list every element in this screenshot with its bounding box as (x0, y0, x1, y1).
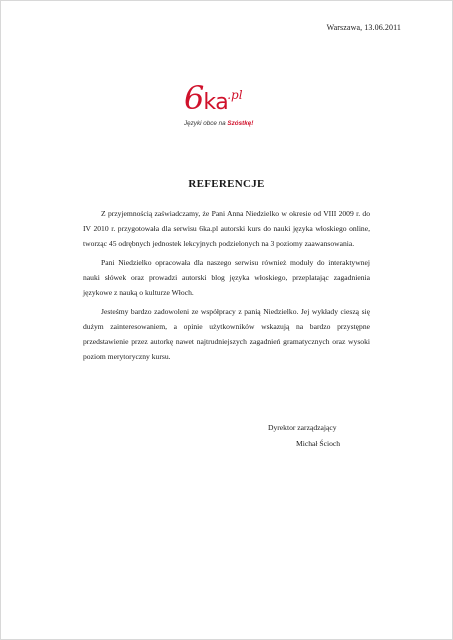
logo-ka: ka (203, 90, 229, 115)
signature-role: Dyrektor zarządzający (268, 423, 337, 432)
logo-wordmark (184, 79, 244, 117)
logo-tagline-prefix: Języki obce na (184, 120, 228, 127)
signature-block (268, 420, 340, 452)
logo-tagline (184, 120, 253, 127)
logo-six: 6 (184, 79, 204, 117)
signature-name: Michał Ścioch (296, 439, 341, 448)
company-logo (184, 79, 284, 134)
document-title: REFERENCJE (188, 178, 265, 190)
paragraph-2: Pani Niedzielko opracowała dla naszego serwisu również moduły do interaktywnej nauki słówek oraz prowadzi autorski blog języka włoskiego, przeplatając zagadnienia językowe z nauką o kulturze Włoch. (83, 258, 370, 297)
paragraph-1: Z przyjemnością zaświadczamy, że Pani Anna Niedzielko w okresie od VIII 2009 r. do IV 2010 r. przygotowała dla serwisu 6ka.pl autorski kurs do nauki języka włoskiego online, tworząc 45 odrębnych jednostek lekcyjnych podzielonych na 3 poziomy zaawansowania. (83, 209, 370, 248)
logo-pl: .pl (227, 88, 243, 102)
logo-tagline-accent: Szóstkę! (227, 120, 254, 127)
paragraph-3: Jesteśmy bardzo zadowoleni ze współpracy z panią Niedzielko. Jej wykłady cieszą się dużym zainteresowaniem, a opinie użytkowników wskazują na bardzo przystępne przedstawienie przez autorkę nawet najtrudniejszych zagadnień gramatycznych oraz wysoki poziom merytoryczny kursu. (83, 307, 370, 361)
body-text (83, 206, 370, 368)
date-line: Warszawa, 13.06.2011 (326, 23, 401, 32)
